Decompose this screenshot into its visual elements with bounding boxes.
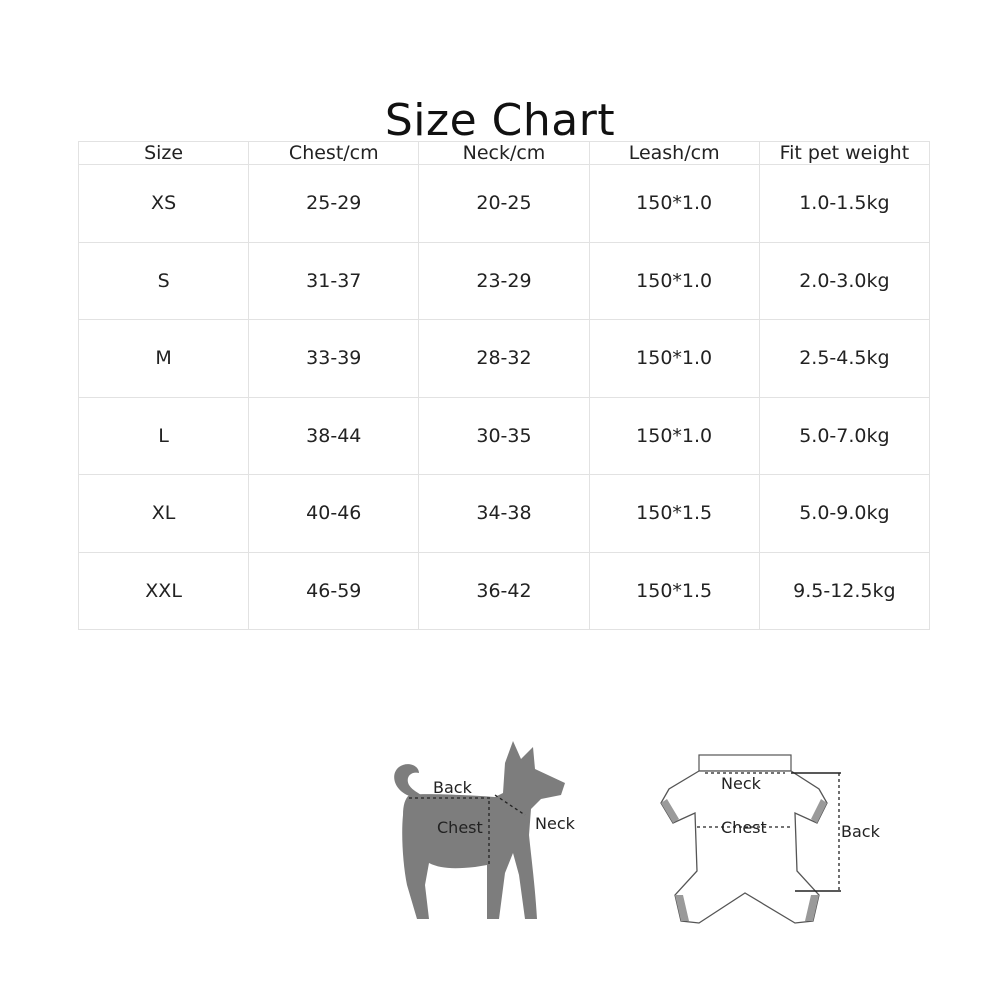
table-cell: 150*1.0: [589, 397, 759, 475]
table-cell: 2.5-4.5kg: [759, 320, 929, 398]
page-title: Size Chart: [384, 95, 616, 147]
table-cell: 31-37: [249, 242, 419, 320]
table-cell: 150*1.5: [589, 475, 759, 553]
neck-label: Neck: [721, 774, 761, 793]
table-cell: 38-44: [249, 397, 419, 475]
table-cell: 46-59: [249, 552, 419, 630]
chest-label: Chest: [437, 818, 483, 837]
column-header: Fit pet weight: [759, 142, 929, 165]
table-cell: 20-25: [419, 165, 589, 243]
chest-label: Chest: [721, 818, 767, 837]
table-cell: 28-32: [419, 320, 589, 398]
column-header: Chest/cm: [249, 142, 419, 165]
table-cell: 5.0-9.0kg: [759, 475, 929, 553]
table-cell: 23-29: [419, 242, 589, 320]
table-cell: S: [79, 242, 249, 320]
table-row: [79, 397, 930, 475]
neck-label: Neck: [535, 814, 575, 833]
dog-diagram: [385, 735, 585, 925]
table-cell: 30-35: [419, 397, 589, 475]
table-cell: 25-29: [249, 165, 419, 243]
garment-diagram: [655, 745, 895, 930]
table-cell: 33-39: [249, 320, 419, 398]
table-cell: XS: [79, 165, 249, 243]
back-label: Back: [841, 822, 880, 841]
table-cell: M: [79, 320, 249, 398]
table-cell: 36-42: [419, 552, 589, 630]
table-row: [79, 165, 930, 243]
table-cell: 2.0-3.0kg: [759, 242, 929, 320]
dog-silhouette-icon: [385, 735, 585, 925]
column-header: Size: [79, 142, 249, 165]
table-cell: 150*1.0: [589, 242, 759, 320]
back-label: Back: [433, 778, 472, 797]
table-cell: 150*1.0: [589, 165, 759, 243]
table-row: [79, 320, 930, 398]
table-cell: L: [79, 397, 249, 475]
table-cell: 150*1.0: [589, 320, 759, 398]
column-header: Leash/cm: [589, 142, 759, 165]
table-cell: 150*1.5: [589, 552, 759, 630]
garment-outline-icon: [655, 745, 895, 930]
table-cell: 40-46: [249, 475, 419, 553]
table-cell: XL: [79, 475, 249, 553]
table-cell: 9.5-12.5kg: [759, 552, 929, 630]
table-cell: 34-38: [419, 475, 589, 553]
table-row: [79, 552, 930, 630]
size-table: [78, 141, 930, 630]
table-cell: 1.0-1.5kg: [759, 165, 929, 243]
table-cell: 5.0-7.0kg: [759, 397, 929, 475]
table-header-row: [79, 142, 930, 165]
table-cell: XXL: [79, 552, 249, 630]
table-row: [79, 475, 930, 553]
column-header: Neck/cm: [419, 142, 589, 165]
table-row: [79, 242, 930, 320]
